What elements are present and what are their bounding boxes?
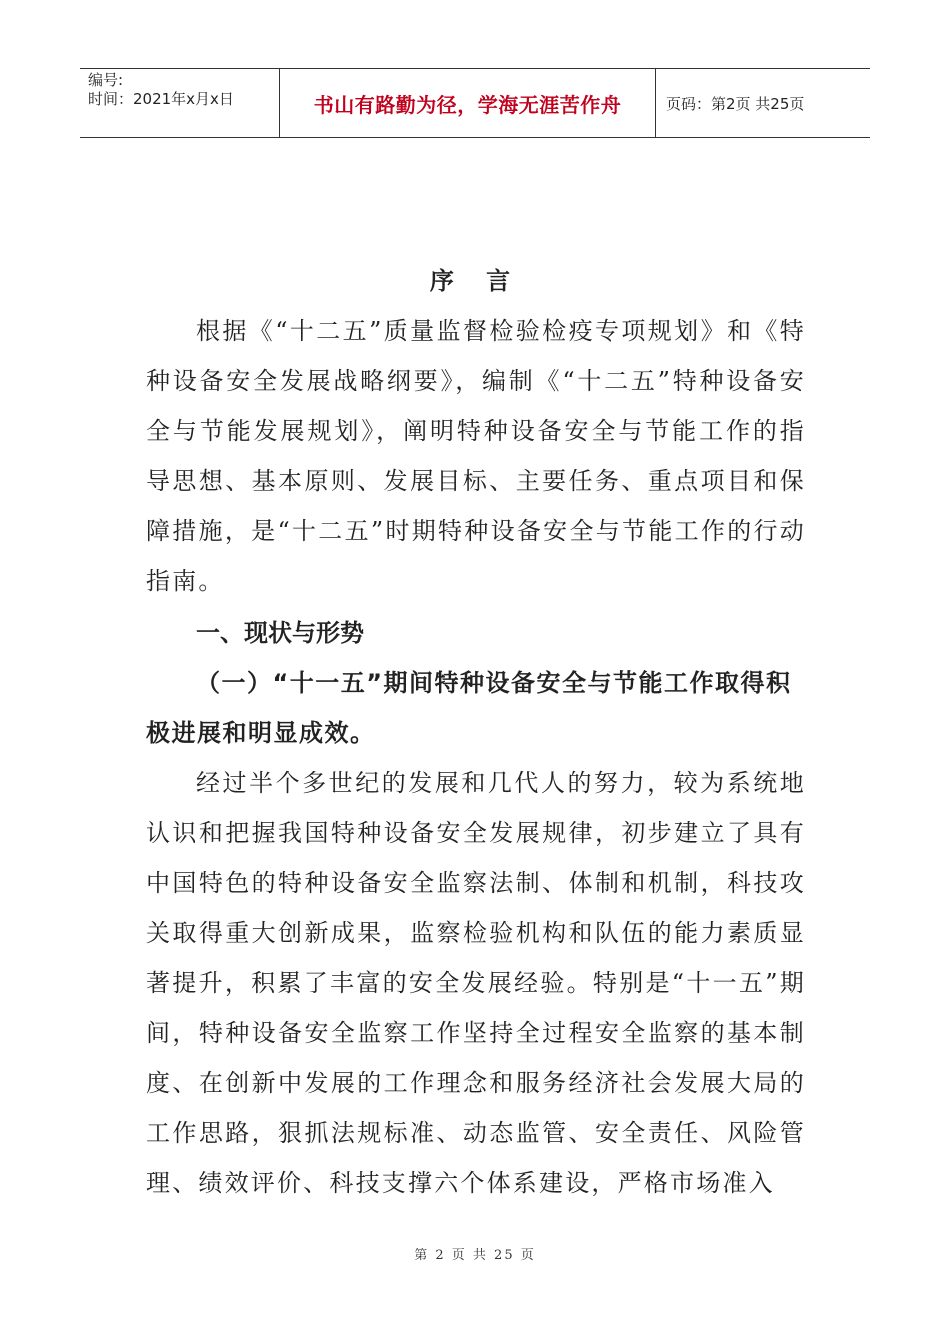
- document-body: [146, 256, 806, 1208]
- document-time-label: 时间：2021年x月x日: [88, 90, 234, 108]
- document-title: 序 言: [429, 267, 523, 295]
- section-heading: 一、现状与形势: [196, 619, 364, 647]
- header-page-info: 页码：第2页 共25页: [666, 94, 805, 113]
- preface-paragraph: 根据《“十二五”质量监督检验检疫专项规划》和《特种设备安全发展战略纲要》，编制《“十二五”特种设备安全与节能发展规划》，阐明特种设备安全与节能工作的指导思想、基本原则、发展目标、主要任务、重点项目和保障措施，是“十二五”时期特种设备安全与节能工作的行动指南。: [146, 317, 806, 595]
- page-footer: 第 2 页 共 25 页: [414, 1248, 536, 1263]
- subsection-heading: （一）“十一五”期间特种设备安全与节能工作取得积极进展和明显成效。: [146, 669, 792, 747]
- document-number-label: 编号:: [88, 71, 124, 89]
- header-motto: 书山有路勤为径，学海无涯苦作舟: [280, 69, 656, 137]
- page-header: [80, 68, 870, 138]
- body-paragraph: 经过半个多世纪的发展和几代人的努力，较为系统地认识和把握我国特种设备安全发展规律，初步建立了具有中国特色的特种设备安全监察法制、体制和机制，科技攻关取得重大创新成果，监察检验机构和队伍的能力素质显著提升，积累了丰富的安全发展经验。特别是“十一五”期间，特种设备安全监察工作坚持全过程安全监察的基本制度、在创新中发展的工作理念和服务经济社会发展大局的工作思路，狠抓法规标准、动态监管、安全责任、风险管理、绩效评价、科技支撑六个体系建设，严格市场准入: [146, 769, 806, 1197]
- header-meta-cell: [80, 69, 280, 137]
